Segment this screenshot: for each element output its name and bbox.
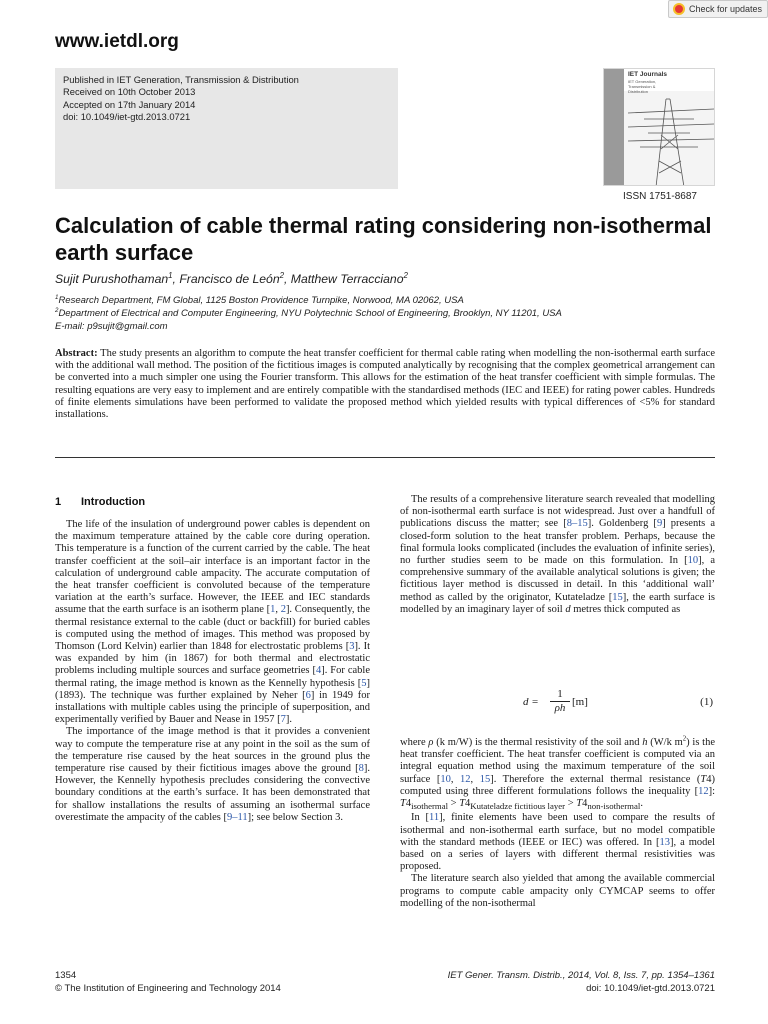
author-2: Francisco de León [179,272,280,286]
page-number: 1354 [55,970,77,981]
citation-link[interactable]: 12 [460,773,471,785]
citation-link[interactable]: 7 [280,714,286,726]
equation-1 [400,688,715,718]
cover-brand: IET Journals [628,71,668,78]
citation-link[interactable]: 8 [358,763,364,775]
left-column [55,519,370,824]
paragraph: The importance of the image method is that it provides a convenient way to compute the temperature rise at any point in the soil as the sum of the temperature rise caused by the heat sources in the ground plus the temperature rise caused by their fictitious images above the ground [8]. However, the Kennelly hypothesis precludes considering the convective boundary conditions at the earth’s surface. It has been demonstrated that for shallow installations the results of assuming an isothermal surface overestimate the ampacity of the cables [9–11]; see below Section 3. [55,726,370,823]
check-for-updates-label: Check for updates [689,4,763,14]
citation-link[interactable]: 13 [659,836,670,848]
citation-link[interactable]: 15 [479,773,491,785]
accepted-date: Accepted on 17th January 2014 [63,98,196,110]
citation-link[interactable]: 1 [270,604,276,616]
abstract [55,348,715,421]
author-3: Matthew Terracciano [290,272,404,286]
citation-link[interactable]: 15 [612,591,623,603]
paragraph: The life of the insulation of underground power cables is dependent on the maximum temperature attained by the cable core during operation. This temperature is a function of the current carried by the cable. The heat transfer coefficient at the soil–air interface is an important factor in the calculation of underground cable ampacity. The accurate computation of the heat transfer coefficient is convoluted because of the temperature variation at the earth’s surface. However, the IEEE and IEC standards assume that the earth surface is an isotherm plane [1, 2]. Consequently, the thermal resistance external to the cable (duct or backfill) for buried cables is computed using the method of images. This method was proposed by Thomson (Lord Kelvin) earlier than 1848 for electrostatic problems [3]. It was expanded by him (in 1867) for both thermal and electrostatic problems including multiple sources and surface geometries [4]. For cable thermal rating, the image method is known as the Kennelly hypothesis [5] (1893). The technique was further explained by Neher [6] in 1949 for installations with multiple cables using the principle of superposition, and experimentally verified by Bauer and Nease in 1957 [7]. [55,519,371,726]
crossmark-icon [673,3,685,15]
citation-link[interactable]: 2 [280,604,286,616]
issn: ISSN 1751-8687 [623,191,697,202]
citation-link[interactable]: 10 [687,555,699,567]
journal-cover-image [603,68,715,186]
equation-unit: [m] [572,696,588,708]
fraction-denominator: ρh [554,702,566,714]
copyright: © The Institution of Engineering and Technology 2014 [55,983,281,994]
received-date: Received on 10th October 2013 [63,86,196,98]
citation-link[interactable]: 4 [315,665,322,677]
citation-link[interactable]: 5 [361,677,367,689]
affiliation-1: $^1$Research Department, FM Global, 1125 Boston Providence Turnpike, Norwood, MA 02062, USA [55,293,464,306]
equation-number: (1) [700,696,713,708]
fraction-numerator: 1 [550,688,570,702]
section-divider [55,457,715,458]
article-title: Calculation of cable thermal rating considering non-isothermal earth surface [55,213,712,265]
equation-lhs: d = [523,696,539,708]
paragraph: In [11], finite elements have been used to compare the results of isothermal and non-isothermal earth surface, but no model compatible with the standard methods (IEEE or IEC) was offered. In [13], a model based on a series of layers with different thermal resistivities was proposed. [400,812,715,873]
author-1-affil: 1 [168,270,173,280]
check-for-updates-button[interactable] [668,0,768,18]
citation-link[interactable]: 6 [305,689,311,701]
published-in: Published in IET Generation, Transmission & Distribution [63,74,299,85]
section-title: Introduction [81,496,146,508]
right-column-top [400,494,715,616]
site-url[interactable]: www.ietdl.org [55,31,179,52]
right-column-bottom [400,737,715,910]
footer-doi[interactable]: doi: 10.1049/iet-gtd.2013.0721 [586,983,715,994]
author-2-affil: 2 [279,270,285,280]
citation-link[interactable]: 11 [429,812,440,824]
cover-journal-title: IET Generation, Transmission & Distribution [628,79,657,94]
equation-fraction [550,688,570,715]
abstract-label: Abstract: [55,348,98,359]
journal-citation: IET Gener. Transm. Distrib., 2014, Vol. 8, Iss. 7, pp. 1354–1361 [447,970,715,981]
publication-info-box [55,68,398,189]
author-list: Sujit Purushothaman$^1$, Francisco de León$^2$, Matthew Terracciano$^2$ [55,270,408,286]
author-3-affil: 2 [403,270,408,280]
paragraph: The results of a comprehensive literature search revealed that modelling of non-isothermal earth surface is not widespread. Just over a handfull of publications discuss the matter; see [8–15]. Goldenberg [9] presents a closed-form solution to the heat transfer problem. Perhaps, because the final formula looks complicated (includes the evaluation of infinite series), no further studies seem to be made on this formulation. In [10], a comprehensive summary of the available analytical solutions is given; the fictitious layer method is discussed in detail. In this ‘additional wall’ method as called by the originator, Kutateladze [15], the earth surface is modelled by an imaginary layer of soil d metres thick computed as [400,494,715,615]
paragraph: where ρ (k m/W) is the thermal resistivity of the soil and h (W/k $m^2$) is the heat transfer coefficient. The heat transfer coefficient is computed via an integral equation method using the maximum temperature of the soil surface [10, 12, 15]. Therefore the external thermal resistance (T4) computed using three different formulations follows the inequality [12]: $T4_{isothermal} > T4_{Kutateladze fictitious layer} > T4_{non-isothermal}$. [400,735,715,812]
author-email[interactable]: E-mail: p9sujit@gmail.com [55,321,168,332]
citation-link[interactable]: 12 [698,785,709,797]
citation-link[interactable]: 9 [656,518,663,530]
author-1: Sujit Purushothaman [55,272,169,286]
citation-link[interactable]: 10 [440,773,451,785]
citation-link[interactable]: 9–11 [227,811,248,823]
citation-link[interactable]: 8–15 [566,518,588,530]
section-number: 1 [55,496,62,508]
doi: doi: 10.1049/iet-gtd.2013.0721 [63,110,191,122]
affiliation-2: $^2$Department of Electrical and Computer Engineering, NYU Polytechnic School of Engineering, Brooklyn, NY 11201, USA [55,306,562,319]
section-heading-introduction [55,496,145,508]
paragraph: The literature search also yielded that among the available commercial programs to compute cable ampacity only CYMCAP seems to offer modelling of the non-isothermal [400,873,715,909]
citation-link[interactable]: 3 [349,641,355,653]
abstract-text: The study presents an algorithm to compute the heat transfer coefficient for thermal cable rating when modelling the non-isothermal earth surface with the additional wall method. The position of the fictitious images is computed analytically by recognising that the complex geometrical arrangement can be converted into a much simpler one using the Fourier transform. This allows for the estimation of the heat transfer coefficient with simple formulas. The resulting equations are very easy to implement and are entirely compatible with the standardised methods (IEC and IEEE) for rating power cables. Hundreds of finite elements simulations have been performed to validate the proposed method which yielded results with typical differences of <5% for standard installations. [55,348,715,421]
